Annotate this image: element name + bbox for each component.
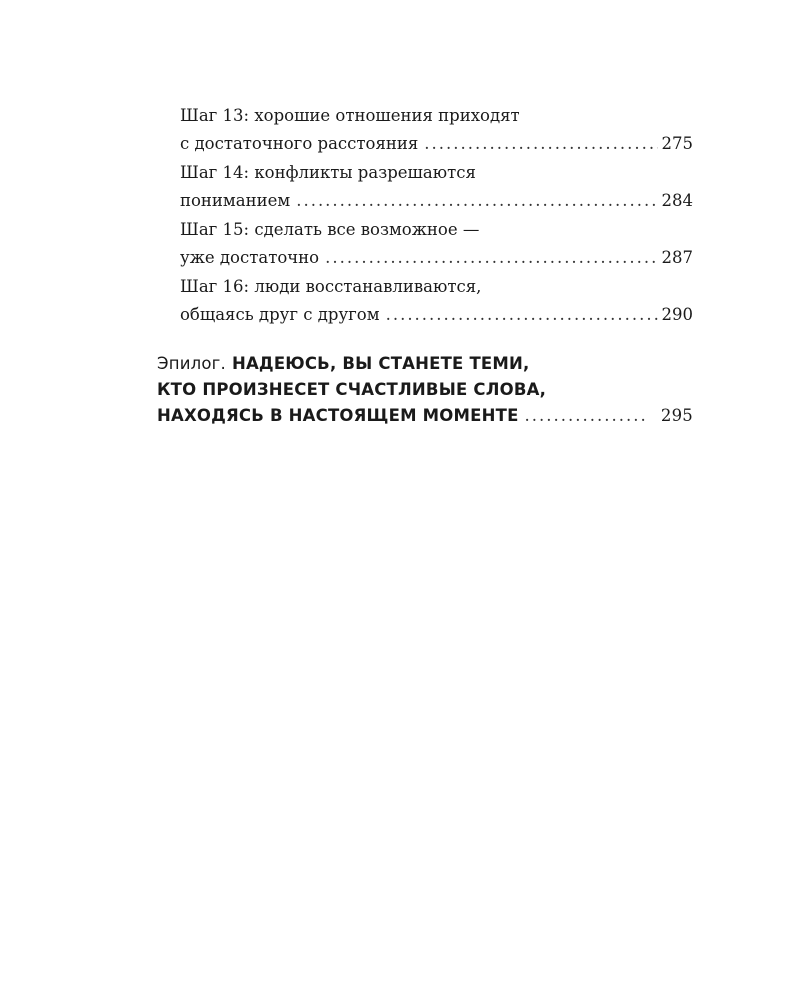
table-of-contents [157,102,693,429]
page-number: 284 [661,191,693,210]
epilogue-title-line3: НАХОДЯСЬ В НАСТОЯЩЕМ МОМЕНТЕ [157,406,519,425]
toc-entry-step-16[interactable] [157,273,693,329]
toc-entry-title-continuation: общаясь друг с другом [180,305,380,324]
toc-entry-title: Шаг 14: конфликты разрешаются [180,163,476,182]
page-number: 287 [661,248,693,267]
toc-entry-title: Шаг 16: люди восстанавливаются, [180,277,482,296]
toc-entry-title: Шаг 15: сделать все возможное — [180,220,480,239]
page-number: 275 [661,134,693,153]
toc-entry-title-continuation: пониманием [180,191,291,210]
epilogue-title-line1: НАДЕЮСЬ, ВЫ СТАНЕТЕ ТЕМИ, [231,354,530,373]
toc-entry-title-continuation: с достаточного расстояния [180,134,419,153]
toc-entry-step-13[interactable] [157,102,693,158]
dot-leader [386,301,658,329]
toc-entry-epilogue[interactable] [157,351,693,429]
dot-leader [525,403,647,429]
toc-entry-step-15[interactable] [157,216,693,272]
page-number: 290 [661,305,693,324]
toc-entry-step-14[interactable] [157,159,693,215]
dot-leader [296,187,657,215]
dot-leader [325,244,657,272]
epilogue-title-line2: КТО ПРОИЗНЕСЕТ СЧАСТЛИВЫЕ СЛОВА, [157,380,547,399]
toc-entry-title: Шаг 13: хорошие отношения приходят [180,106,520,125]
dot-leader [424,130,657,158]
toc-entry-title-continuation: уже достаточно [180,248,320,267]
epilogue-prefix: Эпилог. [157,354,226,373]
page-number: 295 [660,406,693,425]
